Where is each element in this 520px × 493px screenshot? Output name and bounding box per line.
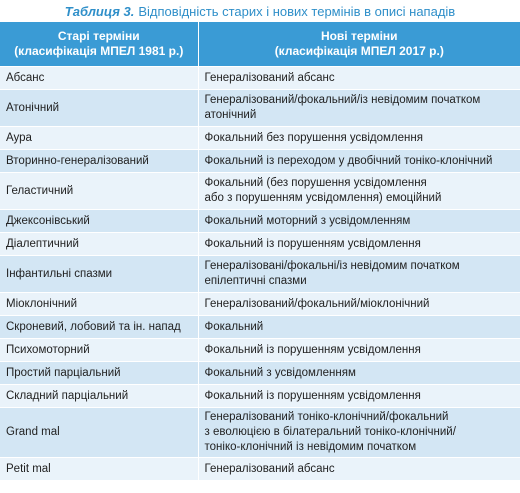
new-term-line: Фокальний із переходом у двобічний тоніко-клонічний <box>204 154 493 167</box>
old-term-cell: Атонічний <box>0 90 198 127</box>
new-term-line: Фокальний із порушенням усвідомлення <box>204 237 421 250</box>
new-term-line: Генералізований абсанс <box>204 71 335 84</box>
caption-text: Відповідність старих і нових термінів в описі нападів <box>138 3 456 19</box>
new-term-line: Фокальний із порушенням усвідомлення <box>204 343 421 356</box>
table-row <box>0 339 520 362</box>
old-term-cell: Геластичний <box>0 173 198 210</box>
old-term-cell: Вторинно-генералізований <box>0 150 198 173</box>
header-old-terms <box>0 22 198 67</box>
new-term-cell <box>198 362 520 385</box>
new-term-cell <box>198 90 520 127</box>
new-term-line: або з порушенням усвідомлення) емоційний <box>204 192 442 204</box>
old-term-cell: Grand mal <box>0 408 198 458</box>
old-term-cell: Міоклонічний <box>0 293 198 316</box>
new-term-cell <box>198 233 520 256</box>
new-term-cell <box>198 210 520 233</box>
table-row <box>0 150 520 173</box>
old-term-cell: Інфантильні спазми <box>0 256 198 293</box>
old-term-cell: Аура <box>0 127 198 150</box>
table-caption <box>0 0 520 22</box>
new-term-line: Фокальний без порушення усвідомлення <box>204 131 423 144</box>
table-row <box>0 316 520 339</box>
table-row <box>0 67 520 90</box>
new-term-cell <box>198 385 520 408</box>
new-term-line: Фокальний моторний з усвідомленням <box>204 214 411 227</box>
new-term-cell <box>198 316 520 339</box>
new-term-line: Генералізований абсанс <box>204 462 335 475</box>
new-term-cell <box>198 67 520 90</box>
new-term-cell <box>198 173 520 210</box>
new-term-cell <box>198 408 520 458</box>
new-term-line: з еволюцією в білатеральний тоніко-клонічний/ <box>204 426 456 438</box>
new-term-cell <box>198 150 520 173</box>
new-term-cell <box>198 256 520 293</box>
new-term-line: Фокальний (без порушення усвідомлення <box>204 177 427 189</box>
table-row <box>0 173 520 210</box>
new-term-line: Фокальний із порушенням усвідомлення <box>204 389 421 402</box>
table-row <box>0 362 520 385</box>
table-row <box>0 408 520 458</box>
table-row <box>0 233 520 256</box>
caption-label: Таблиця 3. <box>64 3 135 19</box>
new-term-line: Генералізований тоніко-клонічний/фокальний <box>204 411 449 423</box>
new-term-cell <box>198 127 520 150</box>
new-term-cell <box>198 293 520 316</box>
new-term-line: Генералізований/фокальний/міоклонічний <box>204 297 430 310</box>
old-term-cell: Скроневий, лобовий та ін. напад <box>0 316 198 339</box>
old-term-cell: Джексонівський <box>0 210 198 233</box>
new-term-line: атонічний <box>204 109 257 121</box>
header-new-title: Нові терміни <box>320 29 398 43</box>
header-new-terms <box>198 22 520 67</box>
new-term-line: Фокальний з усвідомленням <box>204 366 356 379</box>
table-row <box>0 458 520 481</box>
table-row <box>0 90 520 127</box>
header-new-subtitle: (класифікація МПЕЛ 2017 р.) <box>274 44 444 58</box>
table-body <box>0 67 520 481</box>
table-row <box>0 127 520 150</box>
old-term-cell: Petit mal <box>0 458 198 481</box>
header-old-title: Старі терміни <box>57 29 140 43</box>
new-term-line: Генералізовані/фокальні/із невідомим початком <box>204 260 460 272</box>
table-row <box>0 385 520 408</box>
old-term-cell: Психомоторний <box>0 339 198 362</box>
new-term-cell <box>198 458 520 481</box>
old-term-cell: Абсанс <box>0 67 198 90</box>
new-term-line: тоніко-клонічний із невідомим початком <box>204 441 417 453</box>
old-term-cell: Діалептичний <box>0 233 198 256</box>
old-term-cell: Простий парціальний <box>0 362 198 385</box>
new-term-line: Генералізований/фокальний/із невідомим початком <box>204 94 481 106</box>
header-old-subtitle: (класифікація МПЕЛ 1981 р.) <box>14 44 184 58</box>
table-header-row <box>0 22 520 67</box>
table-row <box>0 293 520 316</box>
new-term-line: Фокальний <box>204 320 264 333</box>
table-row <box>0 210 520 233</box>
terms-table <box>0 22 520 480</box>
new-term-line: епілептичні спазми <box>204 275 307 287</box>
old-term-cell: Складний парціальний <box>0 385 198 408</box>
table-row <box>0 256 520 293</box>
new-term-cell <box>198 339 520 362</box>
